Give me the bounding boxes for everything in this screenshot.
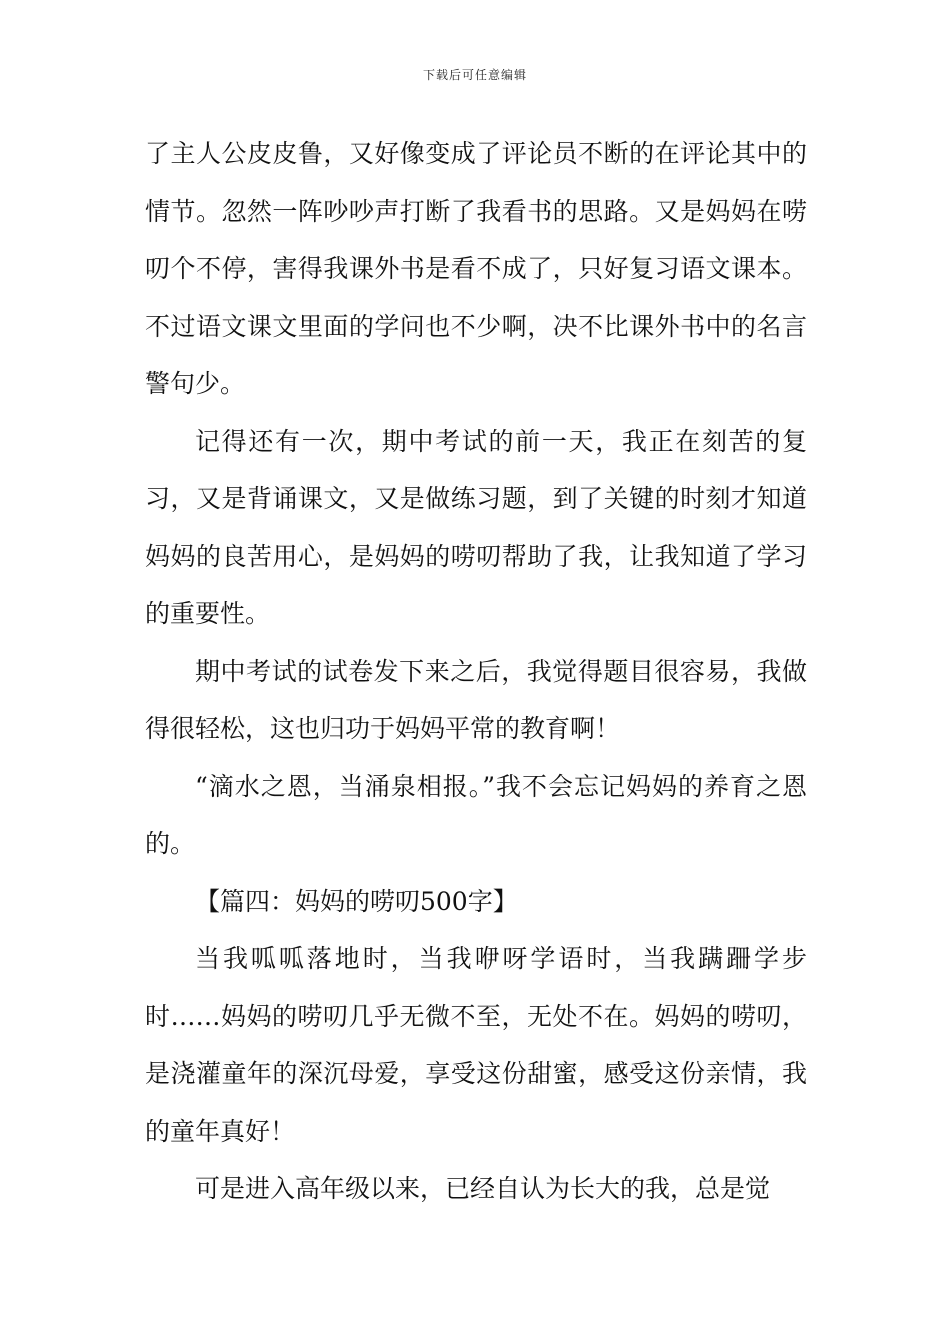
paragraph-quote: “滴水之恩，当涌泉相报。”我不会忘记妈妈的养育之恩的。 — [145, 771, 807, 858]
page-header: 下载后可任意编辑 — [422, 68, 527, 82]
paragraph-continuation: 了主人公皮皮鲁，又好像变成了评论员不断的在评论其中的情节。忽然一阵吵吵声打断了我看书的思路。又是妈妈在唠叨个不停，害得我课外书是看不成了，只好复习语文课本。不过语文课文里面的学问也不少啊，决不比课外书中的名言警句少。 — [145, 139, 807, 398]
section-heading: 【篇四：妈妈的唠叨500字】 — [195, 886, 518, 916]
paragraph-childhood: 当我呱呱落地时，当我咿呀学语时，当我蹒跚学步时……妈妈的唠叨几乎无微不至，无处不在。妈妈的唠叨，是浇灌童年的深沉母爱，享受这份甜蜜，感受这份亲情，我的童年真好！ — [145, 944, 807, 1146]
paragraph-higher-grade: 可是进入高年级以来，已经自认为长大的我，总是觉 — [195, 1174, 771, 1203]
paragraph-exam-review: 记得还有一次，期中考试的前一天，我正在刻苦的复习，又是背诵课文，又是做练习题，到了关键的时刻才知道妈妈的良苦用心，是妈妈的唠叨帮助了我，让我知道了学习的重要性。 — [145, 426, 807, 628]
paragraph-exam-result: 期中考试的试卷发下来之后，我觉得题目很容易，我做得很轻松，这也归功于妈妈平常的教育啊！ — [145, 656, 807, 743]
document-body — [145, 125, 807, 1218]
